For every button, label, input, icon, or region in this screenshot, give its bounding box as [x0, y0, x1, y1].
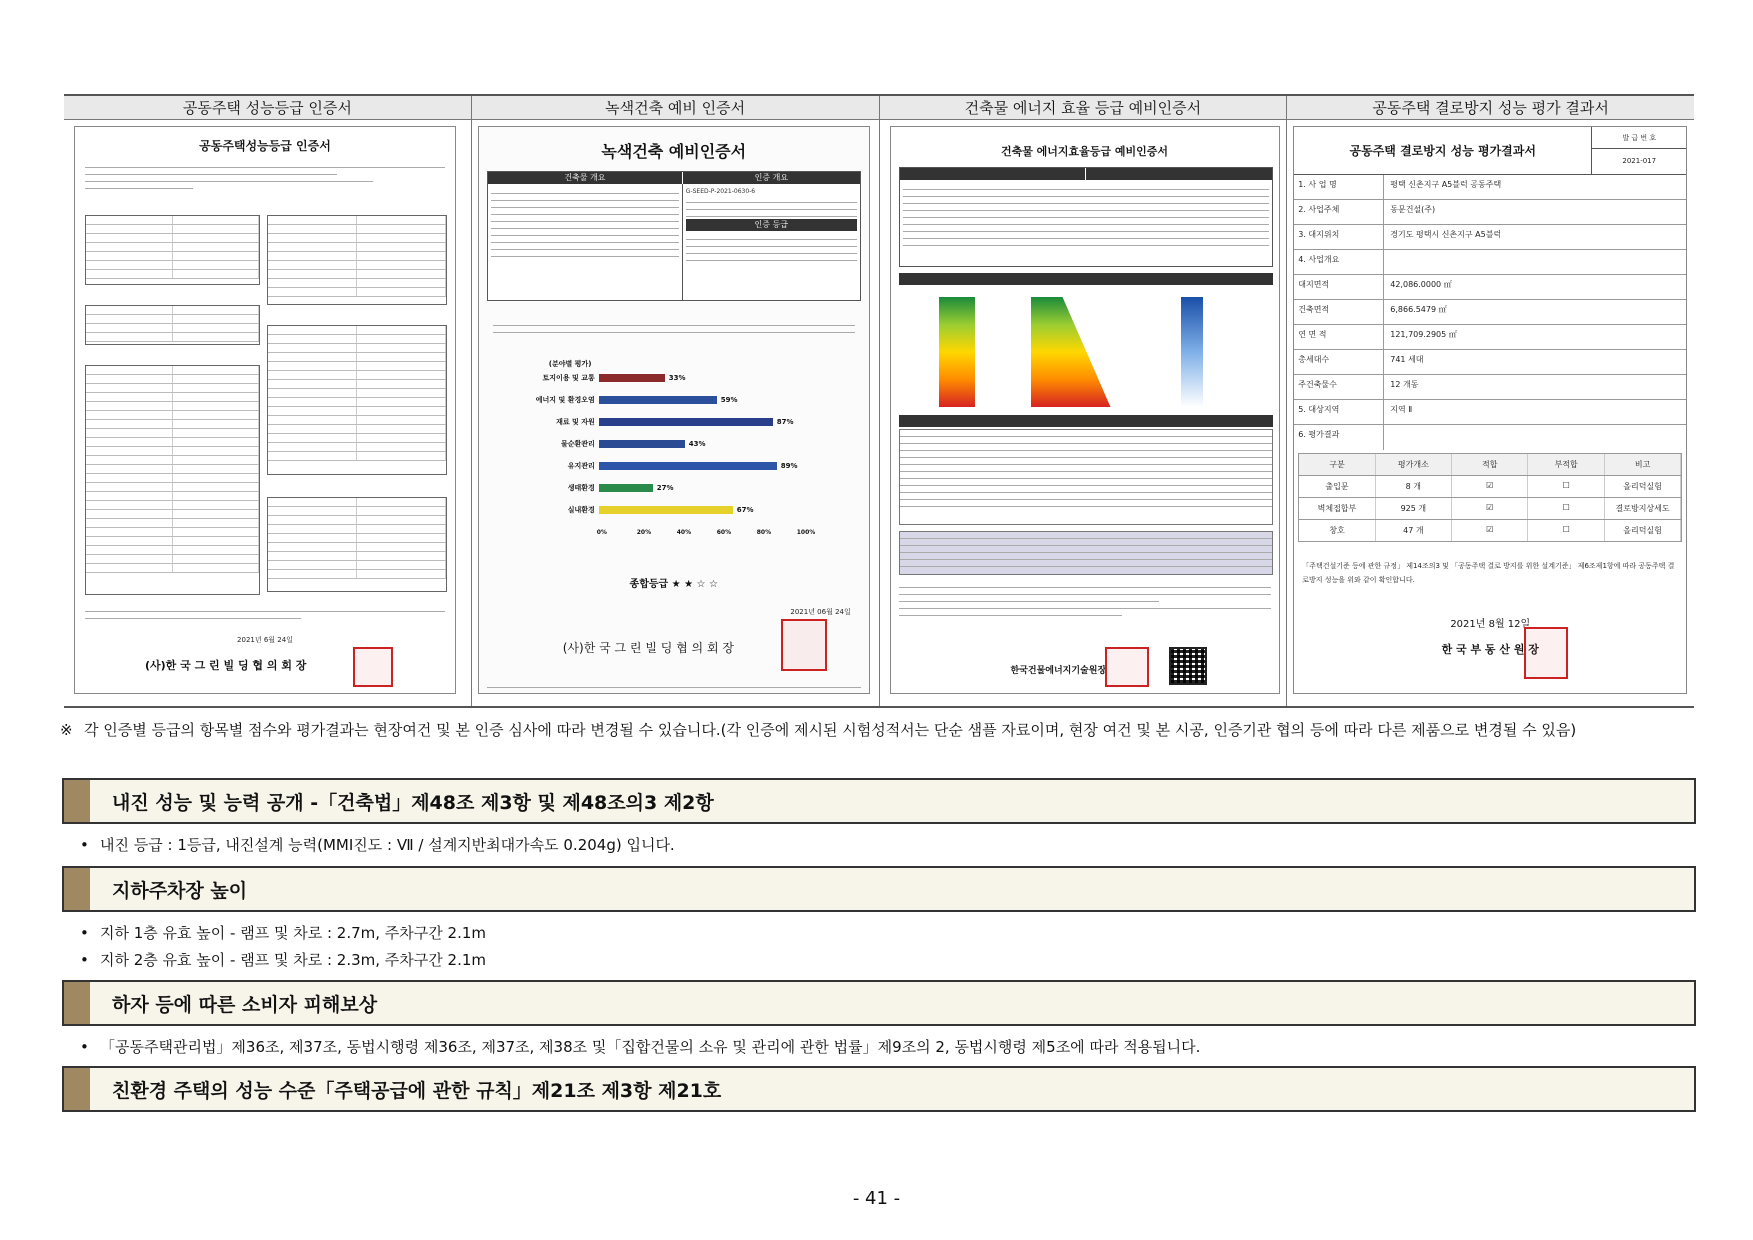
cert4-info-value: 동문건설(주) [1390, 205, 1436, 214]
chart-category-label: 물순환관리 [560, 440, 595, 448]
cert4-info-value [1384, 425, 1686, 450]
cert2-date: 2021년 06월 24일 [790, 608, 851, 616]
chart-x-tick: 60% [716, 529, 732, 536]
chart-category-label: 생태환경 [567, 484, 595, 492]
cert4-eval-cell: 결로방지상세도 [1605, 498, 1681, 519]
cert4-eval-cell: 925 개 [1376, 498, 1452, 519]
chart-value-label: 33% [668, 374, 686, 382]
cert2-evaluation-chart [489, 359, 861, 569]
cert4-eval-cell: 벽체접합부 [1299, 498, 1375, 519]
chart-bar-row [489, 395, 738, 405]
chart-bar-row [489, 461, 798, 471]
cert3-seal-stamp [1105, 647, 1149, 687]
cert4-evaluation-table [1298, 453, 1682, 542]
chart-x-tick: 0% [596, 529, 607, 536]
cert3-title: 건축물 에너지효율등급 예비인증서 [1000, 145, 1169, 158]
cert4-eval-cell: 출입문 [1299, 476, 1375, 497]
cert3-qr-code [1169, 647, 1207, 685]
cert4-eval-cell: 부적합 [1528, 454, 1604, 475]
section-accent-bar [64, 868, 90, 910]
cert4-info-key: 대지면적 [1294, 275, 1384, 299]
chart-value-label: 89% [780, 462, 798, 470]
cert4-info-key: 5. 대상지역 [1294, 400, 1384, 424]
chart-value-label: 27% [656, 484, 674, 492]
chart-x-tick: 20% [636, 529, 652, 536]
cert1-seal-stamp [353, 647, 393, 687]
chart-value-label: 59% [720, 396, 738, 404]
cert-header-energy-efficiency: 건축물 에너지 효율 등급 예비인증서 [880, 96, 1288, 119]
cert4-info-key: 4. 사업개요 [1294, 250, 1384, 274]
cert-header-green-building: 녹색건축 예비 인증서 [472, 96, 880, 119]
cert2-cert-overview-header: 인증 개요 [682, 172, 860, 184]
cert4-info-key: 6. 평가결과 [1294, 425, 1384, 450]
cert4-date: 2021년 8월 12일 [1450, 619, 1531, 630]
cert3-co2-gradient-bar [1181, 297, 1203, 407]
cert4-seal-stamp [1524, 627, 1568, 679]
cert4-info-row [1294, 225, 1686, 250]
cert4-eval-cell: ☐ [1528, 476, 1604, 497]
bullet-defect-law: • 「공동주택관리법」제36조, 제37조, 동법시행령 제36조, 제37조, 제38조 및「집합건물의 소유 및 관리에 관한 법률」제9조의 2, 동법시행령 제5조에 따라 적용됩니다. [80, 1036, 1200, 1058]
cert4-statement: 「주택건설기준 등에 관한 규정」 제14조의3 및 「공동주택 결로 방지를 위한 설계기준」 제6조제1항에 따라 공동주택 결로방지 성능을 위와 같이 확인합니다. [1302, 562, 1675, 584]
chart-category-label: 실내환경 [567, 506, 595, 514]
chart-x-tick: 40% [676, 529, 692, 536]
cert3-document-image [890, 126, 1280, 694]
cert4-info-key: 연 면 적 [1294, 325, 1384, 349]
cert4-info-key: 총세대수 [1294, 350, 1384, 374]
section-title: 지하주차장 높이 [112, 879, 248, 902]
bullet-seismic-grade: • 내진 등급 : 1등급, 내진설계 능력(MMI진도 : Ⅶ / 설계지반최대가속도 0.204g) 입니다. [80, 834, 675, 856]
cert4-info-row [1294, 400, 1686, 425]
cert1-date: 2021년 6월 24일 [237, 636, 293, 644]
cert4-issue-number-label: 발 급 번 호 [1592, 127, 1686, 149]
section-accent-bar [64, 780, 90, 822]
cert4-info-value: 121,709.2905 ㎡ [1390, 330, 1457, 339]
cert4-info-key: 3. 대지위치 [1294, 225, 1384, 249]
cert4-eval-cell: ☑ [1452, 520, 1528, 541]
chart-category-label: 유지관리 [567, 462, 595, 470]
cert2-building-overview-header: 건축물 개요 [488, 172, 682, 184]
chart-title: (분야별 평가) [548, 360, 592, 368]
cert2-document-image [478, 126, 870, 694]
chart-category-label: 에너지 및 환경오염 [535, 396, 595, 404]
cert4-info-value: 평택 신촌지구 A5블럭 공동주택 [1390, 180, 1502, 189]
cert-cell-condensation [1287, 120, 1694, 706]
cert4-eval-row [1299, 520, 1681, 541]
cert4-eval-cell: ☑ [1452, 498, 1528, 519]
section-title: 친환경 주택의 성능 수준「주택공급에 관한 규칙」제21조 제3항 제21호 [112, 1079, 722, 1102]
cert4-eval-cell: ☑ [1452, 476, 1528, 497]
cert4-info-value: 6,866.5479 ㎡ [1390, 305, 1447, 314]
cert4-eval-row [1299, 498, 1681, 520]
cert4-eval-row [1299, 476, 1681, 498]
section-accent-bar [64, 1068, 90, 1110]
cert4-eval-cell: ☐ [1528, 520, 1604, 541]
chart-bar [599, 396, 717, 404]
cert4-issuer: 한 국 부 동 산 원 장 [1441, 643, 1539, 656]
cert4-eval-cell: 적합 [1452, 454, 1528, 475]
cert4-info-value: 42,086.0000 ㎡ [1390, 280, 1452, 289]
cert4-info-row [1294, 325, 1686, 350]
section-parking-height [62, 866, 1696, 912]
bullet-parking-b2: • 지하 2층 유효 높이 - 램프 및 차로 : 2.3m, 주차구간 2.1m [80, 949, 486, 971]
cert4-info-key: 2. 사업주체 [1294, 200, 1384, 224]
cert4-eval-cell: 구분 [1299, 454, 1375, 475]
cert4-info-value: 지역 Ⅱ [1390, 405, 1413, 414]
cert4-info-value: 12 개동 [1390, 380, 1419, 389]
certificate-table [64, 94, 1694, 708]
cert-cell-energy-efficiency [880, 120, 1288, 706]
cert4-info-key: 주건축물수 [1294, 375, 1384, 399]
chart-category-label: 재료 및 자원 [556, 418, 595, 426]
chart-value-label: 87% [776, 418, 794, 426]
section-seismic-performance [62, 778, 1696, 824]
section-defect-compensation [62, 980, 1696, 1026]
cert4-info-row [1294, 425, 1686, 450]
cert4-eval-cell: 47 개 [1376, 520, 1452, 541]
certificate-header-row [64, 96, 1694, 120]
cert4-info-row [1294, 350, 1686, 375]
chart-bar [599, 374, 665, 382]
chart-bar [599, 484, 653, 492]
cert1-issuer: (사)한 국 그 린 빌 딩 협 의 회 장 [145, 659, 307, 672]
cert4-eval-cell: 비고 [1605, 454, 1681, 475]
bullet-parking-b1: • 지하 1층 유효 높이 - 램프 및 차로 : 2.7m, 주차구간 2.1m [80, 922, 486, 944]
chart-x-tick: 100% [796, 529, 816, 536]
cert2-cert-number: G-SEED-P-2021-0630-6 [685, 188, 756, 195]
chart-value-label: 43% [688, 440, 706, 448]
cert4-info-row [1294, 275, 1686, 300]
chart-bar-row [489, 505, 754, 515]
cert4-document-image [1293, 126, 1687, 694]
cert2-rating: 종합등급 ★ ★ ☆ ☆ [629, 579, 718, 590]
cert4-info-value: 경기도 평택시 신촌지구 A5블럭 [1390, 230, 1502, 239]
cert2-overview-table [487, 171, 861, 301]
section-title: 하자 등에 따른 소비자 피해보상 [112, 993, 378, 1016]
cert3-issuer: 한국건물에너지기술원장 [1010, 666, 1107, 676]
cert4-info-key: 건축면적 [1294, 300, 1384, 324]
chart-bar-row [489, 483, 674, 493]
chart-bar-row [489, 439, 706, 449]
cert-cell-green-building [472, 120, 880, 706]
chart-category-label: 토지이용 및 교통 [542, 374, 595, 382]
section-title: 내진 성능 및 능력 공개 -「건축법」제48조 제3항 및 제48조의3 제2항 [112, 791, 714, 814]
cert-header-housing-grade: 공동주택 성능등급 인증서 [64, 96, 472, 119]
note-text: 각 인증별 등급의 항목별 점수와 평가결과는 현장여건 및 본 인증 심사에 따라 변경될 수 있습니다.(각 인증에 제시된 시험성적서는 단순 샘플 자료이며, 현장 여건 및 본 시공, 인증기관 협의 등에 따라 다른 제품으로 변경될 수 있음) [84, 721, 1577, 739]
chart-bar [599, 506, 733, 514]
cert4-eval-cell: ☐ [1528, 498, 1604, 519]
chart-value-label: 67% [736, 506, 754, 514]
cert4-eval-cell: 올리덕실험 [1605, 520, 1681, 541]
cert4-info-rows [1294, 175, 1686, 450]
cert4-info-row [1294, 250, 1686, 275]
cert4-info-row [1294, 200, 1686, 225]
disclaimer-note [60, 718, 1700, 743]
cert4-info-row [1294, 300, 1686, 325]
cert3-energy-gradient-bar [939, 297, 975, 407]
note-mark: ※ [60, 721, 73, 739]
cert4-info-row [1294, 175, 1686, 200]
cert4-info-value: 741 세대 [1390, 355, 1424, 364]
cert2-grade-header: 인증 등급 [686, 219, 857, 231]
cert3-grade-pyramid [1031, 297, 1111, 407]
cert4-issue-number: 2021-017 [1622, 157, 1657, 165]
chart-bar [599, 440, 685, 448]
cert4-title: 공동주택 결로방지 성능 평가결과서 [1294, 127, 1592, 174]
cert4-eval-cell: 평가개소 [1376, 454, 1452, 475]
cert4-info-value [1384, 250, 1686, 274]
chart-bar [599, 418, 773, 426]
page-number: - 41 - [852, 1188, 901, 1209]
cert4-eval-cell: 올리덕실험 [1605, 476, 1681, 497]
cert2-issuer: (사)한 국 그 린 빌 딩 협 의 회 장 [562, 641, 734, 655]
cert2-title: 녹색건축 예비인증서 [601, 142, 747, 161]
chart-bar-row [489, 373, 686, 383]
cert4-eval-cell: 8 개 [1376, 476, 1452, 497]
cert4-eval-header-row [1299, 454, 1681, 476]
cert-header-condensation: 공동주택 결로방지 성능 평가 결과서 [1372, 99, 1609, 117]
cert1-document-image [74, 126, 456, 694]
cert2-seal-stamp [781, 619, 827, 671]
section-eco-housing [62, 1066, 1696, 1112]
cert-cell-housing-grade [64, 120, 472, 706]
section-accent-bar [64, 982, 90, 1024]
cert4-info-row [1294, 375, 1686, 400]
cert4-eval-cell: 창호 [1299, 520, 1375, 541]
chart-x-tick: 80% [756, 529, 772, 536]
cert4-info-key: 1. 사 업 명 [1294, 175, 1384, 199]
cert1-title: 공동주택성능등급 인증서 [199, 139, 331, 153]
chart-bar-row [489, 417, 794, 427]
chart-bar [599, 462, 777, 470]
